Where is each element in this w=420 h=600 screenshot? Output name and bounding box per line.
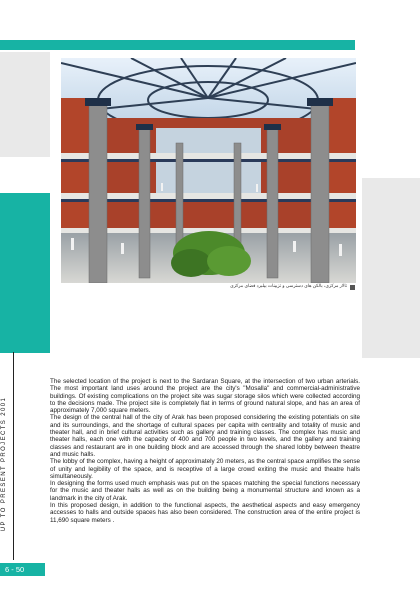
paragraph: In this proposed design, in addition to the functional aspects, the aesthetical aspects and easy emergency accesses to halls and outside spaces has also been considered. The construction area of the entire project is 11,690 square meters .	[50, 502, 360, 524]
teal-decor-block	[0, 193, 50, 353]
paragraph: The lobby of the complex, having a height of approximately 20 meters, as the central space amplifies the sense of unity and legibility of the space, and is receptive of a large crowd exiting the music and theatre halls simultaneously.	[50, 458, 360, 480]
article-body	[50, 378, 360, 524]
atrium-rendering-image	[61, 58, 356, 283]
paragraph: The selected location of the project is next to the Sardaran Square, at the intersection of two urban arterials. The most important land uses around the project are the city's "Mosalla" and commercial-administrative buildings. Of existing complications on the project site was sugar storage silos which were collected according to the decisions made. The project site is completely flat in terms of ground natural slope, and has an area of approximately 7,000 square meters.	[50, 378, 360, 415]
paragraph: The design of the central hall of the city of Arak has been proposed considering the existing potentials on site and its surroundings, and the shortage of cultural spaces per capita with centrality and totality of music and theater hall, and in brief cultural activities such as gallery and training classes. The complex has music and theater halls, each one with the capacity of 400 and 700 people in two levels, and the gallery and training classes and restaurant are in one building block and are accessed through the shared lobby between theatre and music halls.	[50, 414, 360, 458]
top-accent-bar	[0, 40, 355, 50]
atrium-illustration	[61, 58, 356, 283]
vertical-label-text: UP TO PRESENT PROJECTS 2001	[1, 396, 7, 532]
back-window	[156, 128, 261, 198]
figure-caption	[215, 284, 355, 292]
paragraph: In designing the forms used much emphasis was put on the spaces matching the special functions necessary for the music and theater halls as well as on the building being a monumental structure and known as a landmark in the city of Arak.	[50, 480, 360, 502]
gray-decor-block-right	[362, 178, 420, 358]
gray-decor-block-left	[0, 52, 50, 157]
caption-marker-square	[350, 285, 355, 290]
vertical-section-label	[1, 396, 19, 532]
page-number-badge: 6 - 50	[0, 563, 45, 576]
caption-text: تالار مرکزی، بالکن های دسترسی و تزیینات بیلبرد فضای مرکزی	[230, 283, 347, 288]
